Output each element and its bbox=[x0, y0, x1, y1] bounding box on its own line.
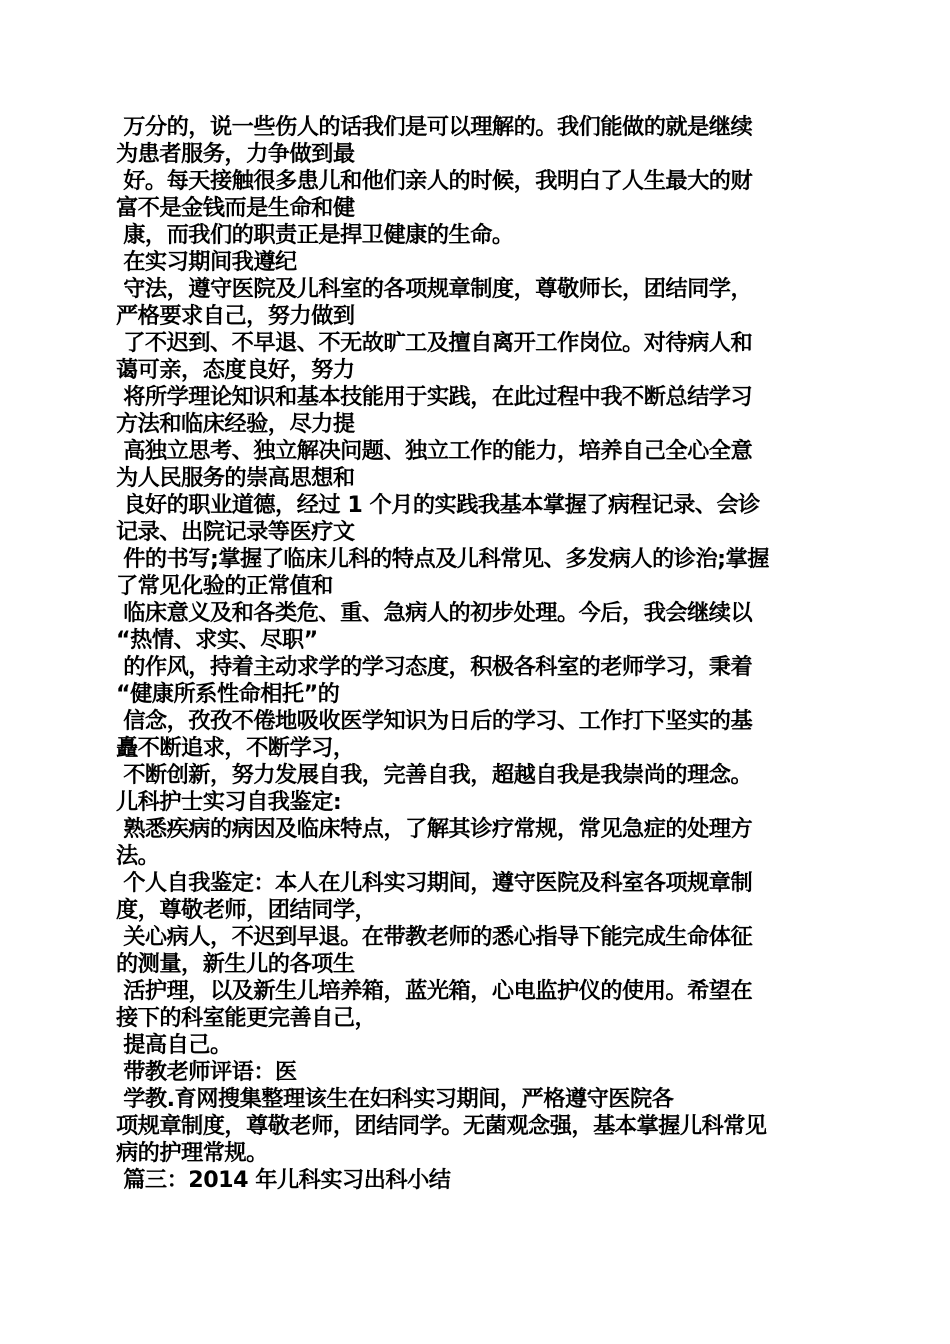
text-line: 度，尊敬老师，团结同学， bbox=[116, 897, 377, 923]
text-line: 个人自我鉴定：本人在儿科实习期间，遵守医院及科室各项规章制 bbox=[116, 870, 753, 896]
text-line: 了常见化验的正常值和 bbox=[116, 573, 333, 599]
text-line: 接下的科室能更完善自己， bbox=[116, 1005, 377, 1031]
text-line: 在实习期间我遵纪 bbox=[116, 249, 297, 275]
text-line: 带教老师评语：医 bbox=[116, 1059, 297, 1085]
text-line: 守法，遵守医院及儿科室的各项规章制度，尊敬师长，团结同学， bbox=[116, 276, 753, 302]
text-line: 关心病人，不迟到早退。在带教老师的悉心指导下能完成生命体征 bbox=[116, 924, 753, 950]
text-line: 病的护理常规。 bbox=[116, 1140, 268, 1166]
text-line: 好。每天接触很多患儿和他们亲人的时候，我明白了人生最大的财 bbox=[116, 168, 753, 194]
text-line: 富不是金钱而是生命和健 bbox=[116, 195, 355, 221]
text-line: 熟悉疾病的病因及临床特点，了解其诊疗常规，常见急症的处理方 bbox=[116, 816, 753, 842]
text-line: 提高自己。 bbox=[116, 1032, 232, 1058]
text-line: 高独立思考、独立解决问题、独立工作的能力，培养自己全心全意 bbox=[116, 438, 753, 464]
text-line: 方法和临床经验，尽力提 bbox=[116, 411, 355, 437]
section-heading: 篇三：2014 年儿科实习出科小结 bbox=[116, 1167, 451, 1193]
section-heading: 儿科护士实习自我鉴定: bbox=[116, 789, 342, 815]
text-line: 康，而我们的职责正是捍卫健康的生命。 bbox=[116, 222, 514, 248]
text-line: 蔼可亲，态度良好，努力 bbox=[116, 357, 355, 383]
text-line: 学教.育网搜集整理该生在妇科实习期间，严格遵守医院各 bbox=[116, 1086, 674, 1112]
text-line: 临床意义及和各类危、重、急病人的初步处理。今后，我会继续以 bbox=[116, 600, 753, 626]
text-line: 将所学理论知识和基本技能用于实践，在此过程中我不断总结学习 bbox=[116, 384, 753, 410]
text-line: “热情、求实、尽职” bbox=[116, 627, 318, 653]
text-line: 良好的职业道德，经过 1 个月的实践我基本掌握了病程记录、会诊 bbox=[116, 492, 760, 518]
text-line: 不断创新，努力发展自我，完善自我，超越自我是我崇尚的理念。 bbox=[116, 762, 753, 788]
text-line: 信念，孜孜不倦地吸收医学知识为日后的学习、工作打下坚实的基 bbox=[116, 708, 753, 734]
text-line: 万分的，说一些伤人的话我们是可以理解的。我们能做的就是继续 bbox=[116, 114, 753, 140]
text-line: 的作风，持着主动求学的学习态度，积极各科室的老师学习，秉着 bbox=[116, 654, 753, 680]
text-line: 了不迟到、不早退、不无故旷工及擅自离开工作岗位。对待病人和 bbox=[116, 330, 753, 356]
text-line: 为患者服务，力争做到最 bbox=[116, 141, 355, 167]
text-line: 为人民服务的崇高思想和 bbox=[116, 465, 355, 491]
text-line: 严格要求自己，努力做到 bbox=[116, 303, 355, 329]
text-line: 法。 bbox=[116, 843, 160, 869]
text-line: 记录、出院记录等医疗文 bbox=[116, 519, 355, 545]
text-line: 件的书写;掌握了临床儿科的特点及儿科常见、多发病人的诊治;掌握 bbox=[116, 546, 769, 572]
text-line: 矗不断追求，不断学习， bbox=[116, 735, 355, 761]
document-body bbox=[116, 114, 836, 1194]
text-line: 活护理，以及新生儿培养箱，蓝光箱，心电监护仪的使用。希望在 bbox=[116, 978, 753, 1004]
text-line: 的测量，新生儿的各项生 bbox=[116, 951, 355, 977]
text-line: “健康所系性命相托”的 bbox=[116, 681, 340, 707]
text-line: 项规章制度，尊敬老师，团结同学。无菌观念强，基本掌握儿科常见 bbox=[116, 1113, 767, 1139]
